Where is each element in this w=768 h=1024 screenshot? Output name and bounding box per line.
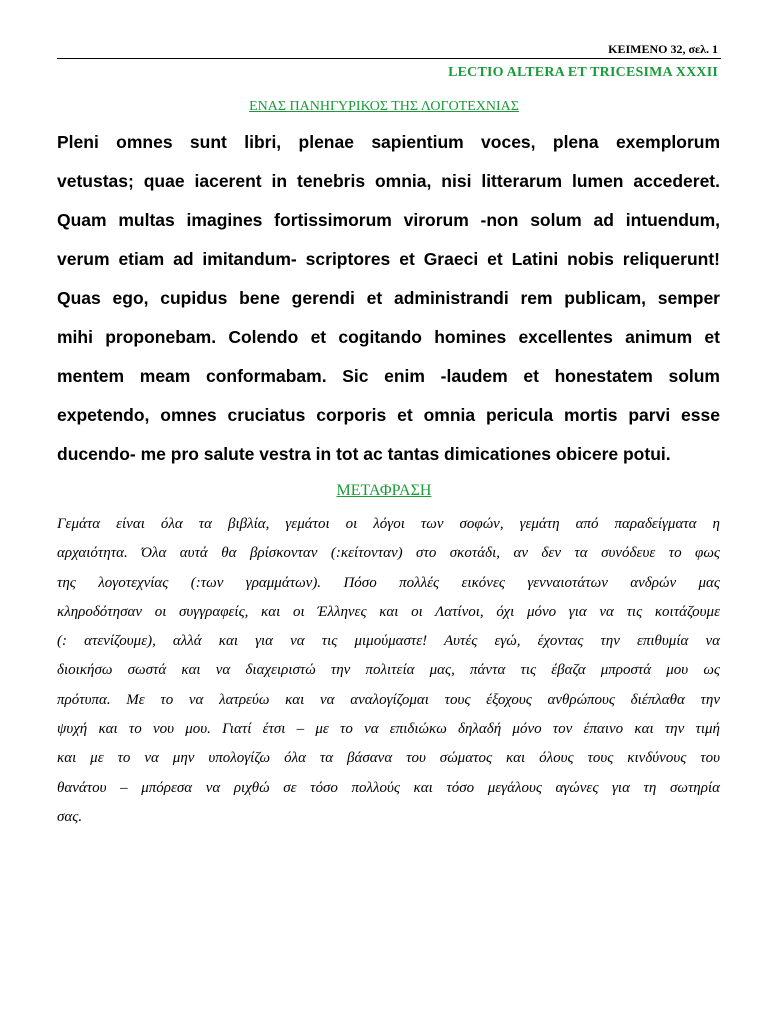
translation-line: πρότυπα. Με το να λατρεύω και να αναλογίζομαι τους έξοχους ανθρώπους διέπλαθα την bbox=[57, 691, 720, 708]
translation-line: (: ατενίζουμε), αλλά και για να τις μιμούμαστε! Αυτές εγώ, έχοντας την επιθυμία να bbox=[57, 633, 720, 650]
latin-line: ducendo- me pro salute vestra in tot ac tantas dimicationes obicere potui. bbox=[57, 444, 671, 464]
latin-line: mihi proponebam. Colendo et cogitando homines excellentes animum et bbox=[57, 327, 720, 347]
latin-line: expetendo, omnes cruciatus corporis et omnia pericula mortis parvi esse bbox=[57, 405, 720, 425]
translation-line: και με το να μην υπολογίζω όλα τα βάσανα του σώματος και όλους τους κινδύνους του bbox=[57, 750, 720, 767]
translation-line: της λογοτεχνίας (:των γραμμάτων). Πόσο πολλές εικόνες γενναιοτάτων ανδρών μας bbox=[57, 574, 720, 591]
lesson-title: LECTIO ALTERA ET TRICESIMA XXXII bbox=[448, 65, 718, 80]
latin-line: vetustas; quae iacerent in tenebris omnia, nisi litterarum lumen accederet. bbox=[57, 171, 720, 191]
translation-line: Γεμάτα είναι όλα τα βιβλία, γεμάτοι οι λόγοι των σοφών, γεμάτη από παραδείγματα η bbox=[57, 516, 720, 532]
translation-line: κληροδότησαν οι συγγραφείς, και οι Έλληνες και οι Λατίνοι, όχι μόνο για να τις κοιτάζουμε bbox=[57, 603, 720, 620]
translation-line: θανάτου – μπόρεσα να ριχθώ σε τόσο πολλούς και τόσο μεγάλους αγώνες για τη σωτηρία bbox=[57, 779, 720, 796]
translation-line: ψυχή και το νου μου. Γιατί έτσι – με το να επιδιώκω δηλαδή μόνο τον έπαινο και την τιμή bbox=[57, 721, 720, 738]
latin-line: Quas ego, cupidus bene gerendi et administrandi rem publicam, semper bbox=[57, 288, 720, 308]
latin-line: mentem meam conformabam. Sic enim -laudem et honestatem solum bbox=[57, 366, 720, 386]
greek-heading: ΕΝΑΣ ΠΑΝΗΓΥΡΙΚΟΣ ΤΗΣ ΛΟΓΟΤΕΧΝΙΑΣ bbox=[249, 99, 519, 114]
translation-line: αρχαιότητα. Όλα αυτά θα βρίσκονταν (:κείτονταν) στο σκοτάδι, αν δεν τα συνόδευε το φως bbox=[57, 545, 720, 562]
latin-text bbox=[57, 126, 720, 477]
latin-line: Quam multas imagines fortissimorum virorum -non solum ad intuendum, bbox=[57, 210, 720, 230]
latin-line: Pleni omnes sunt libri, plenae sapientium voces, plena exemplorum bbox=[57, 132, 720, 152]
translation-line: σας. bbox=[57, 808, 83, 825]
header-divider bbox=[57, 58, 721, 59]
translation-line: διοικήσω σωστά και να διαχειριστώ την πολιτεία μας, πάντα τις έβαζα μπροστά μου ως bbox=[57, 662, 720, 679]
translation-heading: ΜΕΤΑΦΡΑΣΗ bbox=[336, 482, 432, 499]
latin-line: verum etiam ad imitandum- scriptores et Graeci et Latini nobis reliquerunt! bbox=[57, 249, 720, 269]
translation-text bbox=[57, 510, 720, 832]
page-reference: ΚΕΙΜΕΝΟ 32, σελ. 1 bbox=[608, 42, 718, 56]
